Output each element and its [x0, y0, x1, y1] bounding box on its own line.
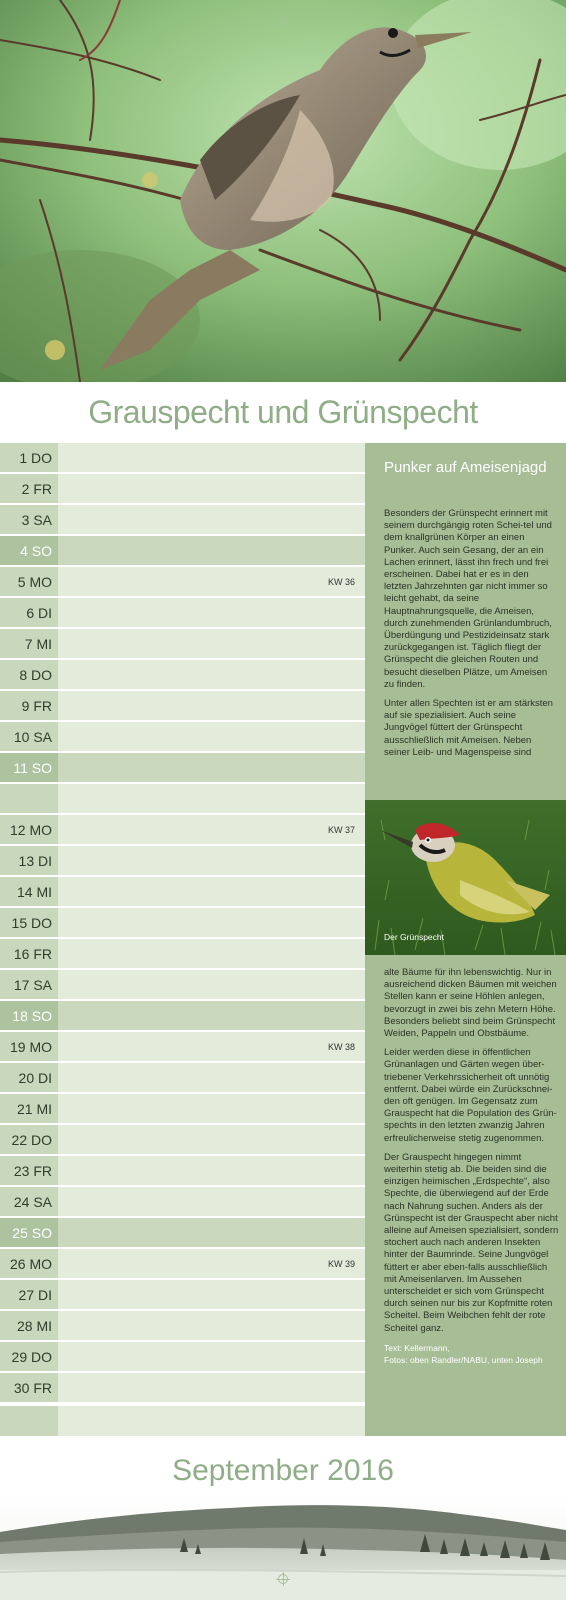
- registration-mark-icon: [278, 1574, 288, 1584]
- day-note-cell: [58, 691, 365, 721]
- day-note-cell: [58, 939, 365, 969]
- day-label: 30 FR: [0, 1373, 58, 1403]
- day-label: 6 DI: [0, 598, 58, 628]
- calendar-row: [0, 1094, 365, 1124]
- calendar-row: [0, 846, 365, 876]
- calendar-row: [0, 505, 365, 535]
- page-title: Grauspecht und Grünspecht: [88, 394, 478, 430]
- day-label: 18 SO: [0, 1001, 58, 1031]
- calendar-row: [0, 567, 365, 597]
- row-divider: [0, 503, 365, 504]
- week-number: KW 37: [327, 825, 355, 835]
- row-divider: [0, 596, 365, 597]
- day-note-cell: [58, 1280, 365, 1310]
- day-label: 5 MO: [0, 567, 58, 597]
- row-divider: [0, 720, 365, 721]
- green-woodpecker-photo: [365, 800, 566, 955]
- week-number: KW 39: [327, 1259, 355, 1269]
- calendar-row: [0, 722, 365, 752]
- day-note-cell: [58, 1249, 365, 1279]
- row-divider: [0, 1185, 365, 1186]
- row-divider: [0, 1278, 365, 1279]
- row-divider: [0, 1247, 365, 1248]
- registration-mark-icon: [278, 16, 288, 26]
- day-label: 10 SA: [0, 722, 58, 752]
- row-divider: [0, 472, 365, 473]
- calendar-row: [0, 970, 365, 1000]
- row-divider: [0, 534, 365, 535]
- day-label: 16 FR: [0, 939, 58, 969]
- calendar-row: [0, 598, 365, 628]
- day-note-cell: [58, 1094, 365, 1124]
- calendar-filler-day: [0, 1406, 58, 1436]
- photo-caption: Der Grünspecht: [384, 932, 444, 942]
- calendar-row: [0, 474, 365, 504]
- day-label: 25 SO: [0, 1218, 58, 1248]
- calendar-row: [0, 443, 365, 473]
- day-label: 15 DO: [0, 908, 58, 938]
- photo-credit: Fotos: oben Randler/NABU, unten Joseph: [384, 1354, 543, 1365]
- calendar-row: [0, 1218, 365, 1248]
- day-label: 19 MO: [0, 1032, 58, 1062]
- week-number: KW 38: [327, 1042, 355, 1052]
- calendar-row: [0, 660, 365, 690]
- day-note-cell: [58, 1156, 365, 1186]
- article-paragraph: Leider werden diese in öffentlichen Grünanlagen und Gärten wegen über-triebener Verkehrssicherheit oft unnötig entfernt. Dabei würde ein Zurückschnei-den oft genügen. Im Gegensatz zum Grauspecht hat die Population des Grün-spechts in den letzten zwanzig Jahren erfreulicherweise stetig zugenommen.: [384, 1047, 557, 1144]
- day-label: 1 DO: [0, 443, 58, 473]
- calendar-filler-cell: [58, 1406, 365, 1436]
- calendar-row: [0, 1280, 365, 1310]
- row-divider: [0, 1216, 365, 1217]
- calendar-row: [0, 1063, 365, 1093]
- article-paragraph: Besonders der Grünspecht erinnert mit seinem durchgängig roten Schei-tel und dem knallgrünen Körper an einen Punker. Auch sein Gesang, der an ein Lachen erinnert, lässt ihn frech und frei erscheinen. Dabei hat er es in den letzten Jahrzehnten gar nicht immer so leicht gehabt, da seine Hauptnahrungsquelle, die Ameisen, durch zunehmenden Grünlandumbruch, Überdüngung und Pestizideinsatz stark zurückgegangen ist. Täglich fliegt der Grünspecht die gleichen Routen und besucht dieselben Plätze, um Ameisen zu finden.: [384, 508, 552, 690]
- article-column: [365, 443, 566, 1436]
- day-label: 29 DO: [0, 1342, 58, 1372]
- day-note-cell: [58, 536, 365, 566]
- day-label: 28 MI: [0, 1311, 58, 1341]
- day-note-cell: [58, 567, 365, 597]
- day-note-cell: [58, 877, 365, 907]
- calendar-row: [0, 1001, 365, 1031]
- day-note-cell: [58, 1125, 365, 1155]
- row-divider: [0, 968, 365, 969]
- day-note-cell: [58, 1218, 365, 1248]
- row-divider: [0, 1340, 365, 1341]
- row-divider: [0, 937, 365, 938]
- day-label: 26 MO: [0, 1249, 58, 1279]
- text-credit: Text: Kellermann,: [384, 1342, 450, 1353]
- row-divider: [0, 1123, 365, 1124]
- day-label: 17 SA: [0, 970, 58, 1000]
- day-label: 12 MO: [0, 815, 58, 845]
- calendar-row: [0, 1342, 365, 1372]
- row-divider: [0, 1402, 365, 1403]
- row-divider: [0, 875, 365, 876]
- row-divider: [0, 1309, 365, 1310]
- day-note-cell: [58, 722, 365, 752]
- row-divider: [0, 1371, 365, 1372]
- day-note-cell: [58, 1032, 365, 1062]
- day-note-cell: [58, 598, 365, 628]
- day-note-cell: [58, 1063, 365, 1093]
- day-label: 24 SA: [0, 1187, 58, 1217]
- calendar-grid: [0, 443, 365, 1436]
- row-divider: [0, 844, 365, 845]
- day-label: 21 MI: [0, 1094, 58, 1124]
- day-note-cell: [58, 784, 365, 814]
- row-divider: [0, 565, 365, 566]
- day-note-cell: [58, 1373, 365, 1403]
- day-label: 14 MI: [0, 877, 58, 907]
- day-note-cell: [58, 908, 365, 938]
- row-divider: [0, 782, 365, 783]
- day-label: 9 FR: [0, 691, 58, 721]
- week-number: KW 36: [327, 577, 355, 587]
- day-note-cell: [58, 1187, 365, 1217]
- calendar-row: [0, 1249, 365, 1279]
- article-paragraph: alte Bäume für ihn lebenswichtig. Nur in ausreichend dicken Bäumen mit weichen Stellen kann er seine Höhlen anlegen, bevorzugt in zwei bis zehn Metern Höhe. Besonders beliebt sind beim Grünspecht Weiden, Pappeln und Obstbäume.: [384, 967, 557, 1040]
- day-label: 2 FR: [0, 474, 58, 504]
- day-label: 13 DI: [0, 846, 58, 876]
- article-paragraph: Der Grauspecht hingegen nimmt weiterhin stetig ab. Die beiden sind die einzigen heimischen „Erdspechte“, also Spechte, die überwiegend auf der Erde nach Nahrung suchen. Anders als der Grünspecht ist der Grauspecht aber nicht alleine auf Ameisen spezialisiert, sondern stochert auch nach anderen Insekten hinter der Baumrinde. Seine Jungvögel füttert er aber eben-falls ausschließlich mit Ameisenlarven. Im Aussehen unterscheidet er sich vom Grünspecht durch seinen nur bis zur Kopfmitte roten Scheitel. Beim Weibchen fehlt der rote Scheitel ganz.: [384, 1151, 559, 1334]
- calendar-row: [0, 1373, 365, 1403]
- day-note-cell: [58, 815, 365, 845]
- day-note-cell: [58, 846, 365, 876]
- landscape-image: [0, 1492, 566, 1600]
- day-label: 20 DI: [0, 1063, 58, 1093]
- calendar-row: [0, 1311, 365, 1341]
- day-label: 22 DO: [0, 1125, 58, 1155]
- calendar-row: [0, 1187, 365, 1217]
- calendar-row: [0, 536, 365, 566]
- row-divider: [0, 813, 365, 814]
- calendar-row: [0, 1032, 365, 1062]
- calendar-row: [0, 629, 365, 659]
- calendar-row: [0, 1156, 365, 1186]
- row-divider: [0, 1030, 365, 1031]
- calendar-row: [0, 815, 365, 845]
- row-divider: [0, 999, 365, 1000]
- calendar-spacer-row: [0, 784, 365, 814]
- day-note-cell: [58, 505, 365, 535]
- row-divider: [0, 658, 365, 659]
- day-label: 27 DI: [0, 1280, 58, 1310]
- calendar-row: [0, 753, 365, 783]
- calendar-row: [0, 877, 365, 907]
- day-note-cell: [58, 660, 365, 690]
- day-note-cell: [58, 1311, 365, 1341]
- row-divider: [0, 1061, 365, 1062]
- calendar-row: [0, 691, 365, 721]
- day-label: 3 SA: [0, 505, 58, 535]
- header-photo: [0, 0, 566, 382]
- day-label: 7 MI: [0, 629, 58, 659]
- calendar-row: [0, 1125, 365, 1155]
- article-heading: Punker auf Ameisenjagd: [384, 459, 547, 476]
- row-divider: [0, 751, 365, 752]
- article-paragraph: Unter allen Spechten ist er am stärksten auf sie spezialisiert. Auch seine Jungvögel füttert der Grünspecht ausschließlich mit Ameisen. Neben seiner Leib- und Magenspeise sind: [384, 698, 553, 758]
- row-divider: [0, 1154, 365, 1155]
- day-label: [0, 784, 58, 814]
- day-note-cell: [58, 443, 365, 473]
- calendar-row: [0, 939, 365, 969]
- day-note-cell: [58, 970, 365, 1000]
- row-divider: [0, 906, 365, 907]
- month-title: September 2016: [172, 1454, 394, 1487]
- day-note-cell: [58, 1342, 365, 1372]
- row-divider: [0, 627, 365, 628]
- day-label: 23 FR: [0, 1156, 58, 1186]
- day-label: 11 SO: [0, 753, 58, 783]
- day-label: 4 SO: [0, 536, 58, 566]
- row-divider: [0, 689, 365, 690]
- day-note-cell: [58, 1001, 365, 1031]
- day-note-cell: [58, 753, 365, 783]
- day-note-cell: [58, 629, 365, 659]
- calendar-row: [0, 908, 365, 938]
- row-divider: [0, 1092, 365, 1093]
- day-note-cell: [58, 474, 365, 504]
- day-label: 8 DO: [0, 660, 58, 690]
